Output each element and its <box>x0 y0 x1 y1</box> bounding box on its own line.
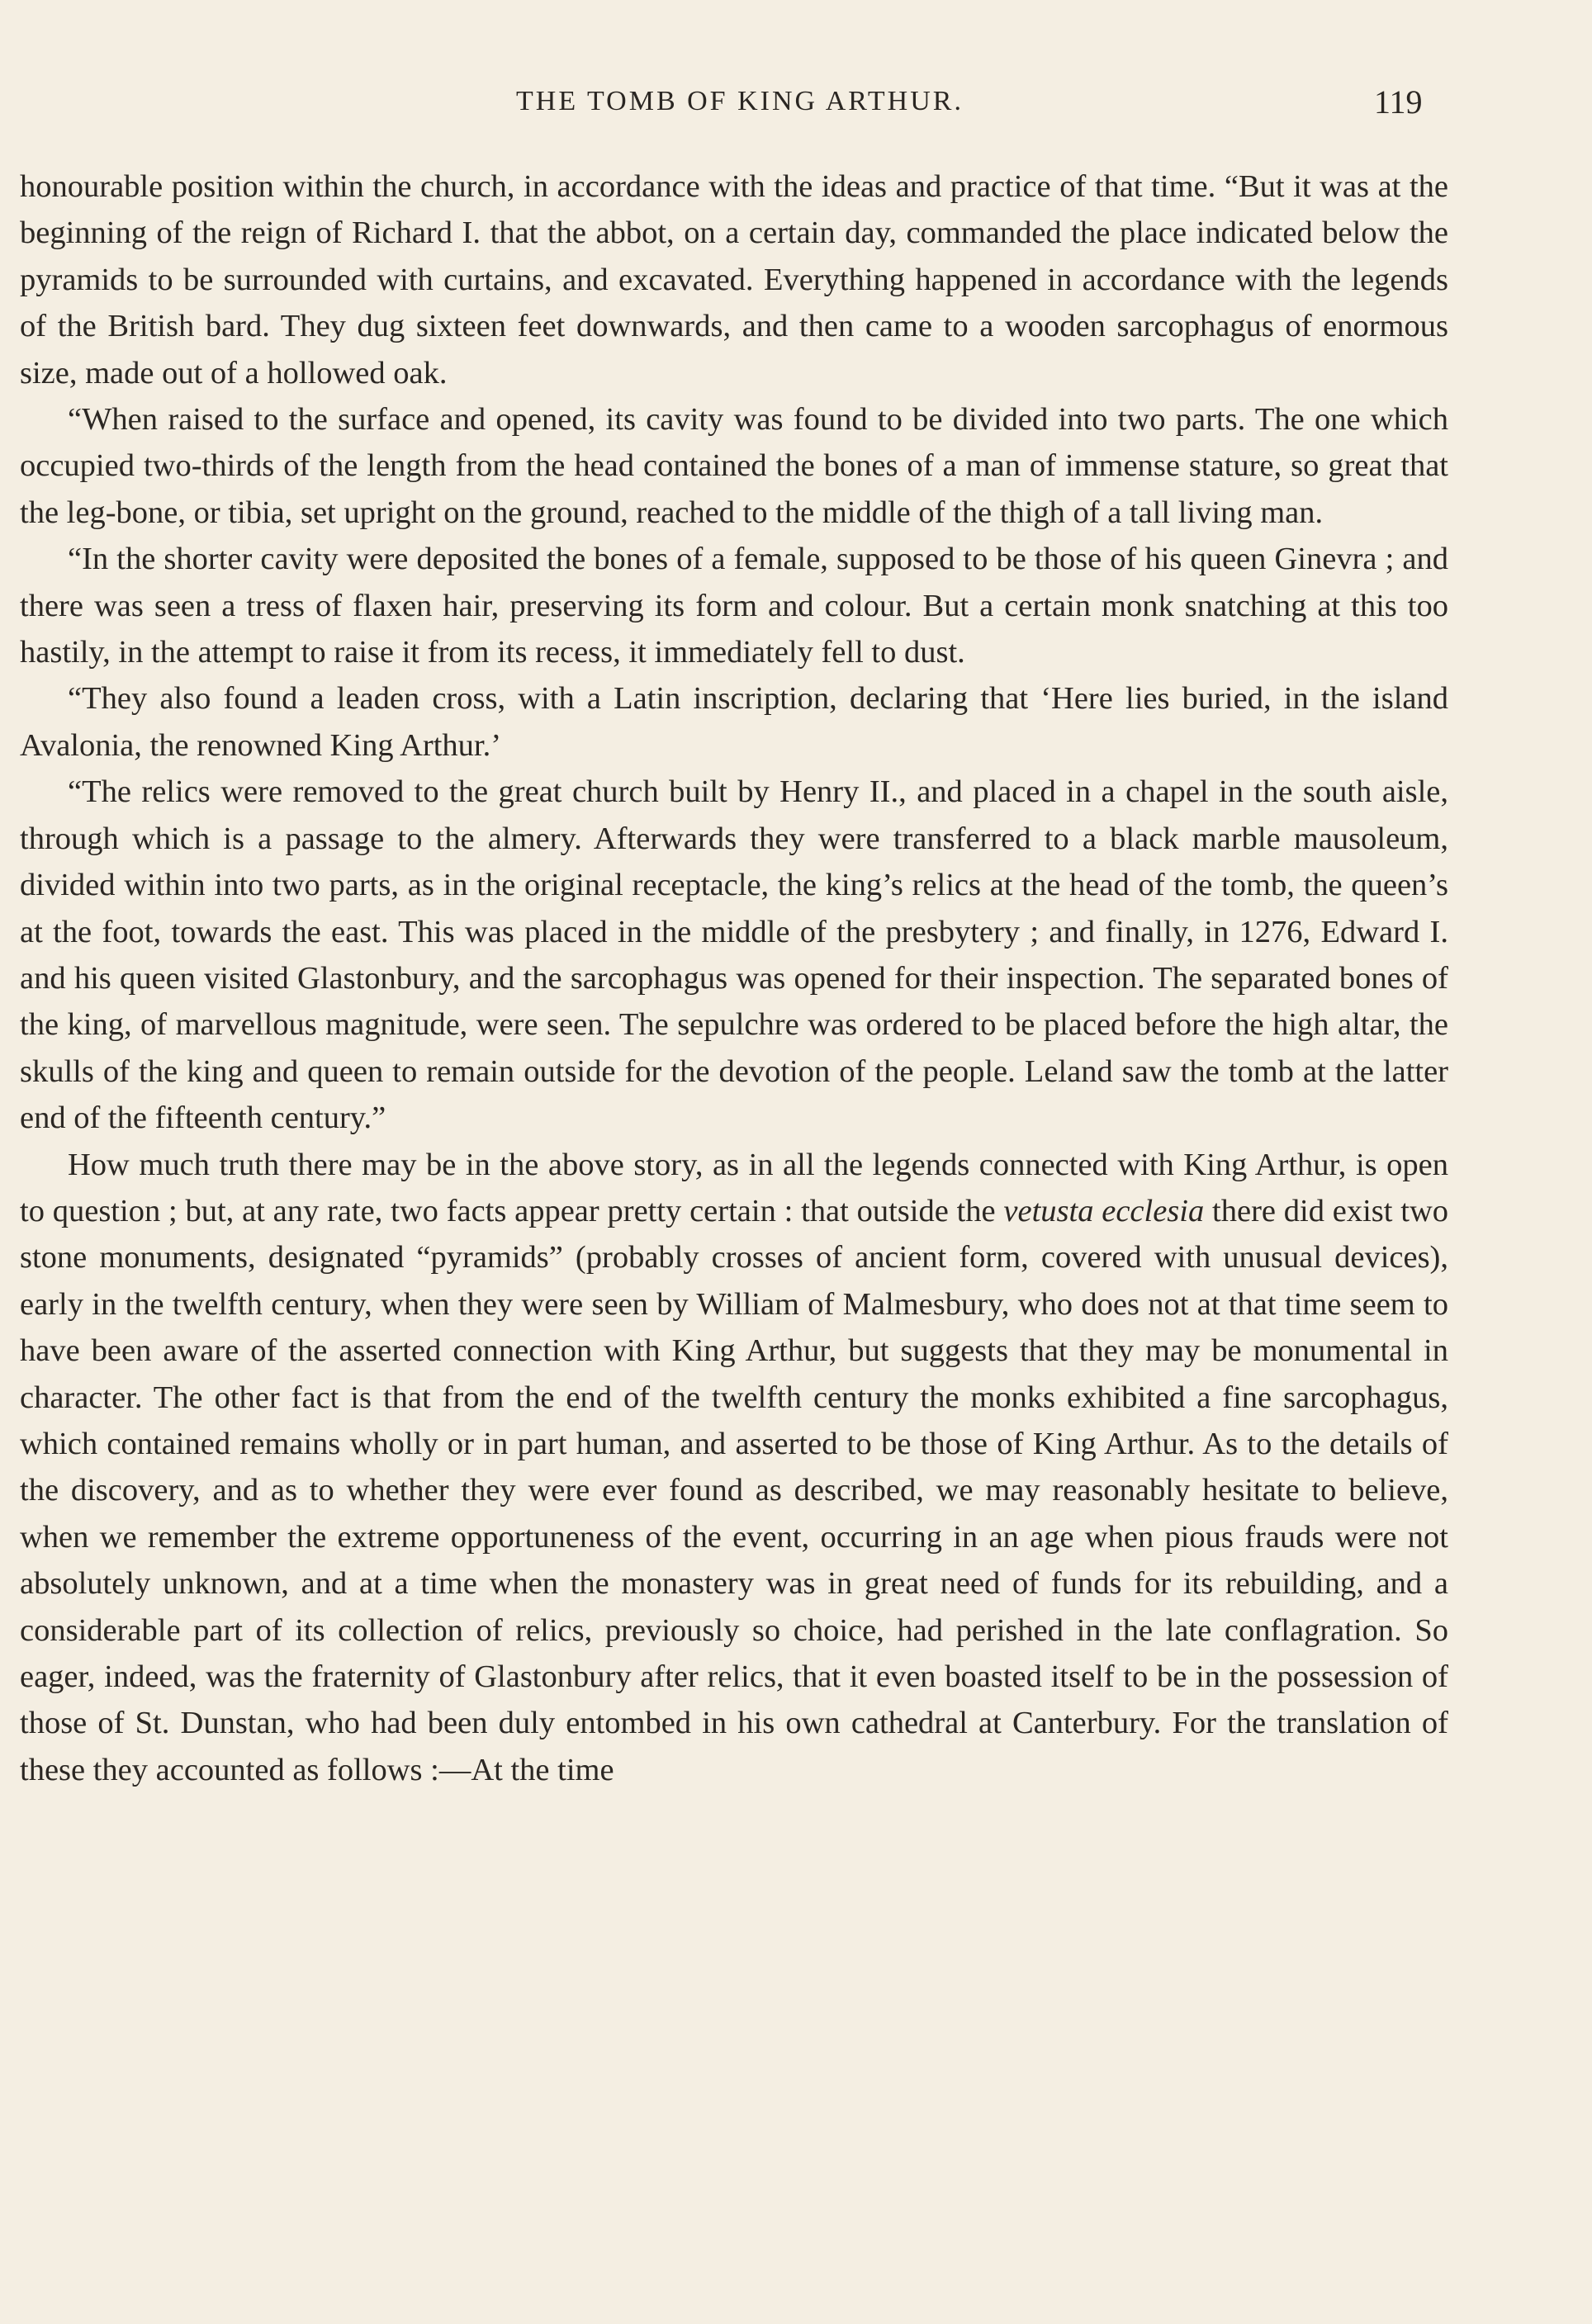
page-header <box>20 83 1460 132</box>
body-text <box>20 163 1448 1793</box>
italic-latin-phrase: vetusta ecclesia <box>1003 1193 1205 1228</box>
paragraph-5: “The relics were removed to the great church built by Henry II., and placed in a chapel in the south aisle, through which is a passage to the almery. Afterwards they were transferred to a black marble mausoleum, divided within into two parts, as in the original receptacle, the king’s relics at the head of the tomb, the queen’s at the foot, towards the east. This was placed in the middle of the presbytery ; and finally, in 1276, Edward I. and his queen visited Glastonbury, and the sarcophagus was opened for their inspection. The separated bones of the king, of marvellous magnitude, were seen. The sepulchre was ordered to be placed before the high altar, the skulls of the king and queen to remain outside for the devotion of the people. Leland saw the tomb at the latter end of the fifteenth century.” <box>20 774 1448 1136</box>
paragraph-2: “When raised to the surface and opened, its cavity was found to be divided into two parts. The one which occupied two-thirds of the length from the head contained the bones of a man of immense stature, so great that the leg-bone, or tibia, set upright on the ground, reached to the middle of the thigh of a tall living man. <box>20 402 1448 530</box>
paragraph-6-text-a: How much truth there may be in the above story, as in all the legends connected with King Arthur, is open to question ; but, at any rate, two facts appear pretty certain : that outside the <box>20 1147 1448 1228</box>
paragraph-1: honourable position within the church, in accordance with the ideas and practice of that time. “But it was at the beginning of the reign of Richard I. that the abbot, on a certain day, commanded the place indicated below the pyramids to be surrounded with curtains, and excavated. Everything happened in accordance with the legends of the British bard. They dug sixteen feet downwards, and then came to a wooden sarcophagus of enormous size, made out of a hollowed oak. <box>20 169 1448 390</box>
paragraph-6 <box>20 1142 1448 1794</box>
page-number: 119 <box>1374 83 1423 121</box>
running-title: THE TOMB OF KING ARTHUR. <box>516 86 964 116</box>
paragraph-6-text-b: there did exist two stone monuments, designated “pyramids” (probably crosses of ancient form, covered with unusual devices), early in the twelfth century, when they were seen by William of Malmesbury, who does not at that time seem to have been aware of the asserted connection with King Arthur, but suggests that they may be monumental in character. The other fact is that from the end of the twelfth century the monks exhibited a fine sarcophagus, which contained remains wholly or in part human, and asserted to be those of King Arthur. As to the details of the discovery, and as to whether they were ever found as described, we may reasonably hesitate to believe, when we remember the extreme opportuneness of the event, occurring in an age when pious frauds were not absolutely unknown, and at a time when the monastery was in great need of funds for its rebuilding, and a considerable part of its collection of relics, previously so choice, had perished in the late conflagration. So eager, indeed, was the fraternity of Glastonbury after relics, that it even boasted itself to be in the possession of those of St. Dunstan, who had been duly entombed in his own cathedral at Canterbury. For the translation of these they accounted as follows :—At the time <box>20 1193 1448 1787</box>
paragraph-4: “They also found a leaden cross, with a Latin inscription, declaring that ‘Here lies buried, in the island Avalonia, the renowned King Arthur.’ <box>20 681 1448 763</box>
paragraph-3: “In the shorter cavity were deposited the bones of a female, supposed to be those of his queen Ginevra ; and there was seen a tress of flaxen hair, preserving its form and colour. But a certain monk snatching at this too hastily, in the attempt to raise it from its recess, it immediately fell to dust. <box>20 542 1448 670</box>
